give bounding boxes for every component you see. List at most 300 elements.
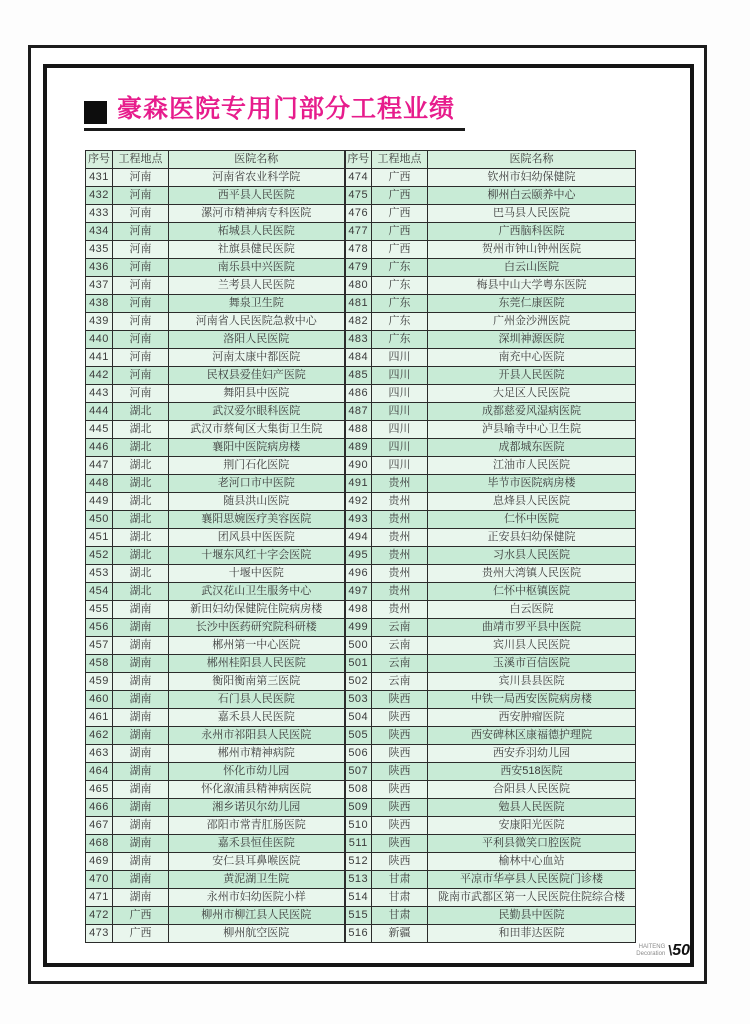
table-row <box>86 925 636 943</box>
serial-cell-right: 487 <box>345 403 372 421</box>
hospital-cell-left: 湘乡诺贝尔幼儿园 <box>169 799 345 817</box>
serial-cell-right: 506 <box>345 745 372 763</box>
hospital-cell-right: 宾川县人民医院 <box>428 637 636 655</box>
serial-cell-left: 432 <box>86 187 113 205</box>
col-header-hospital-left: 医院名称 <box>169 151 345 169</box>
table-row <box>86 565 636 583</box>
location-cell-right: 广东 <box>372 331 428 349</box>
hospital-cell-left: 漯河市精神病专科医院 <box>169 205 345 223</box>
serial-cell-right: 494 <box>345 529 372 547</box>
table-row <box>86 475 636 493</box>
serial-cell-left: 435 <box>86 241 113 259</box>
serial-cell-right: 499 <box>345 619 372 637</box>
location-cell-right: 陕西 <box>372 853 428 871</box>
location-cell-right: 云南 <box>372 673 428 691</box>
hospital-cell-right: 梅县中山大学粤东医院 <box>428 277 636 295</box>
location-cell-left: 湖南 <box>113 799 169 817</box>
location-cell-right: 四川 <box>372 385 428 403</box>
hospital-cell-right: 柳州白云颐养中心 <box>428 187 636 205</box>
table-row <box>86 781 636 799</box>
project-performance-table <box>85 150 636 943</box>
location-cell-right: 贵州 <box>372 511 428 529</box>
hospital-cell-right: 习水县人民医院 <box>428 547 636 565</box>
hospital-cell-left: 嘉禾县人民医院 <box>169 709 345 727</box>
serial-cell-right: 481 <box>345 295 372 313</box>
serial-cell-right: 480 <box>345 277 372 295</box>
brand-slash-mark: \ <box>668 942 673 958</box>
location-cell-left: 湖南 <box>113 853 169 871</box>
serial-cell-left: 468 <box>86 835 113 853</box>
location-cell-left: 湖南 <box>113 781 169 799</box>
hospital-cell-right: 南充中心医院 <box>428 349 636 367</box>
table-row <box>86 547 636 565</box>
serial-cell-left: 434 <box>86 223 113 241</box>
location-cell-left: 湖南 <box>113 871 169 889</box>
hospital-cell-left: 郴州第一中心医院 <box>169 637 345 655</box>
location-cell-right: 甘肃 <box>372 889 428 907</box>
location-cell-right: 贵州 <box>372 475 428 493</box>
hospital-cell-right: 息烽县人民医院 <box>428 493 636 511</box>
serial-cell-right: 484 <box>345 349 372 367</box>
hospital-cell-left: 怀化市幼儿园 <box>169 763 345 781</box>
table-row <box>86 853 636 871</box>
table-row <box>86 871 636 889</box>
location-cell-right: 四川 <box>372 403 428 421</box>
hospital-cell-right: 仁怀中枢镇医院 <box>428 583 636 601</box>
hospital-cell-right: 成都城东医院 <box>428 439 636 457</box>
serial-cell-right: 488 <box>345 421 372 439</box>
location-cell-left: 湖北 <box>113 529 169 547</box>
hospital-cell-left: 新田妇幼保健院住院病房楼 <box>169 601 345 619</box>
location-cell-left: 湖南 <box>113 817 169 835</box>
location-cell-right: 新疆 <box>372 925 428 943</box>
table-row <box>86 349 636 367</box>
hospital-cell-left: 武汉花山卫生服务中心 <box>169 583 345 601</box>
hospital-cell-left: 嘉禾县恒佳医院 <box>169 835 345 853</box>
table-row <box>86 277 636 295</box>
hospital-cell-right: 安康阳光医院 <box>428 817 636 835</box>
hospital-cell-left: 衡阳衡南第三医院 <box>169 673 345 691</box>
hospital-cell-right: 宾川县县医院 <box>428 673 636 691</box>
serial-cell-right: 479 <box>345 259 372 277</box>
location-cell-left: 湖北 <box>113 439 169 457</box>
serial-cell-right: 498 <box>345 601 372 619</box>
hospital-cell-right: 白云山医院 <box>428 259 636 277</box>
hospital-cell-right: 民勤县中医院 <box>428 907 636 925</box>
hospital-cell-left: 怀化溆浦县精神病医院 <box>169 781 345 799</box>
location-cell-left: 河南 <box>113 169 169 187</box>
hospital-cell-right: 泸县喻寺中心卫生院 <box>428 421 636 439</box>
location-cell-right: 云南 <box>372 655 428 673</box>
hospital-cell-left: 西平县人民医院 <box>169 187 345 205</box>
hospital-cell-left: 河南省农业科学院 <box>169 169 345 187</box>
page-footer <box>560 942 690 960</box>
hospital-cell-left: 十堰东风红十字会医院 <box>169 547 345 565</box>
hospital-cell-right: 榆林中心血站 <box>428 853 636 871</box>
location-cell-right: 广东 <box>372 295 428 313</box>
hospital-cell-left: 郴州桂阳县人民医院 <box>169 655 345 673</box>
serial-cell-left: 463 <box>86 745 113 763</box>
hospital-cell-left: 社旗县健民医院 <box>169 241 345 259</box>
serial-cell-left: 452 <box>86 547 113 565</box>
col-header-location-left: 工程地点 <box>113 151 169 169</box>
location-cell-left: 湖南 <box>113 619 169 637</box>
table-row <box>86 529 636 547</box>
page-title-block <box>84 96 465 131</box>
hospital-cell-left: 老河口市中医院 <box>169 475 345 493</box>
col-header-serial-right: 序号 <box>345 151 372 169</box>
location-cell-left: 湖北 <box>113 403 169 421</box>
location-cell-right: 四川 <box>372 439 428 457</box>
serial-cell-right: 485 <box>345 367 372 385</box>
location-cell-right: 贵州 <box>372 565 428 583</box>
brand-line2: Decoration <box>636 951 666 957</box>
table-row <box>86 313 636 331</box>
hospital-cell-left: 河南省人民医院急救中心 <box>169 313 345 331</box>
location-cell-right: 甘肃 <box>372 907 428 925</box>
table-row <box>86 385 636 403</box>
location-cell-left: 湖南 <box>113 763 169 781</box>
hospital-cell-right: 陇南市武都区第一人民医院住院综合楼 <box>428 889 636 907</box>
location-cell-left: 湖北 <box>113 493 169 511</box>
serial-cell-left: 448 <box>86 475 113 493</box>
hospital-cell-left: 邵阳市常青肛肠医院 <box>169 817 345 835</box>
location-cell-left: 河南 <box>113 187 169 205</box>
serial-cell-left: 472 <box>86 907 113 925</box>
serial-cell-left: 457 <box>86 637 113 655</box>
location-cell-right: 四川 <box>372 367 428 385</box>
table-row <box>86 637 636 655</box>
table-row <box>86 709 636 727</box>
table-row <box>86 835 636 853</box>
serial-cell-right: 514 <box>345 889 372 907</box>
location-cell-right: 贵州 <box>372 583 428 601</box>
table-header-row <box>86 151 636 169</box>
hospital-cell-right: 东莞仁康医院 <box>428 295 636 313</box>
serial-cell-left: 445 <box>86 421 113 439</box>
location-cell-right: 广西 <box>372 205 428 223</box>
location-cell-right: 广西 <box>372 223 428 241</box>
table-row <box>86 601 636 619</box>
location-cell-left: 湖南 <box>113 835 169 853</box>
hospital-cell-right: 合阳县人民医院 <box>428 781 636 799</box>
location-cell-left: 河南 <box>113 295 169 313</box>
table-row <box>86 745 636 763</box>
serial-cell-left: 464 <box>86 763 113 781</box>
location-cell-right: 陕西 <box>372 763 428 781</box>
location-cell-right: 广东 <box>372 259 428 277</box>
serial-cell-left: 444 <box>86 403 113 421</box>
table-row <box>86 673 636 691</box>
serial-cell-left: 454 <box>86 583 113 601</box>
serial-cell-left: 433 <box>86 205 113 223</box>
location-cell-right: 四川 <box>372 457 428 475</box>
serial-cell-left: 459 <box>86 673 113 691</box>
serial-cell-right: 492 <box>345 493 372 511</box>
serial-cell-right: 489 <box>345 439 372 457</box>
location-cell-left: 河南 <box>113 385 169 403</box>
table-row <box>86 421 636 439</box>
hospital-cell-left: 柘城县人民医院 <box>169 223 345 241</box>
table-row <box>86 691 636 709</box>
hospital-cell-right: 玉溪市百信医院 <box>428 655 636 673</box>
serial-cell-left: 437 <box>86 277 113 295</box>
hospital-cell-left: 南乐县中兴医院 <box>169 259 345 277</box>
location-cell-right: 贵州 <box>372 601 428 619</box>
serial-cell-right: 477 <box>345 223 372 241</box>
hospital-cell-right: 中铁一局西安医院病房楼 <box>428 691 636 709</box>
location-cell-left: 河南 <box>113 367 169 385</box>
hospital-cell-left: 荆门石化医院 <box>169 457 345 475</box>
location-cell-left: 河南 <box>113 223 169 241</box>
hospital-cell-left: 随县洪山医院 <box>169 493 345 511</box>
hospital-cell-right: 贺州市钟山钟州医院 <box>428 241 636 259</box>
hospital-cell-right: 开县人民医院 <box>428 367 636 385</box>
serial-cell-left: 469 <box>86 853 113 871</box>
location-cell-right: 广西 <box>372 169 428 187</box>
hospital-cell-left: 武汉爱尔眼科医院 <box>169 403 345 421</box>
location-cell-right: 四川 <box>372 421 428 439</box>
location-cell-right: 贵州 <box>372 547 428 565</box>
serial-cell-left: 465 <box>86 781 113 799</box>
serial-cell-right: 486 <box>345 385 372 403</box>
hospital-cell-left: 石门县人民医院 <box>169 691 345 709</box>
hospital-cell-left: 柳州航空医院 <box>169 925 345 943</box>
location-cell-right: 云南 <box>372 619 428 637</box>
hospital-cell-right: 曲靖市罗平县中医院 <box>428 619 636 637</box>
location-cell-left: 湖北 <box>113 457 169 475</box>
table-row <box>86 619 636 637</box>
hospital-cell-right: 西安518医院 <box>428 763 636 781</box>
hospital-cell-left: 民权县爱佳妇产医院 <box>169 367 345 385</box>
location-cell-right: 陕西 <box>372 799 428 817</box>
serial-cell-left: 438 <box>86 295 113 313</box>
serial-cell-right: 490 <box>345 457 372 475</box>
table-row <box>86 583 636 601</box>
hospital-cell-right: 巴马县人民医院 <box>428 205 636 223</box>
serial-cell-left: 451 <box>86 529 113 547</box>
location-cell-right: 广西 <box>372 241 428 259</box>
serial-cell-right: 478 <box>345 241 372 259</box>
location-cell-right: 甘肃 <box>372 871 428 889</box>
serial-cell-left: 436 <box>86 259 113 277</box>
hospital-cell-right: 平利县微笑口腔医院 <box>428 835 636 853</box>
hospital-cell-right: 广州金沙洲医院 <box>428 313 636 331</box>
title-bullet-square-icon <box>84 101 107 124</box>
hospital-cell-right: 西安碑林区康福德护理院 <box>428 727 636 745</box>
serial-cell-left: 461 <box>86 709 113 727</box>
table-row <box>86 763 636 781</box>
hospital-cell-right: 大足区人民医院 <box>428 385 636 403</box>
serial-cell-left: 473 <box>86 925 113 943</box>
hospital-cell-left: 襄阳中医院病房楼 <box>169 439 345 457</box>
serial-cell-left: 458 <box>86 655 113 673</box>
location-cell-left: 河南 <box>113 313 169 331</box>
location-cell-left: 湖南 <box>113 601 169 619</box>
location-cell-left: 湖南 <box>113 745 169 763</box>
serial-cell-left: 456 <box>86 619 113 637</box>
page-number: 50 <box>672 942 690 959</box>
location-cell-right: 陕西 <box>372 817 428 835</box>
serial-cell-right: 493 <box>345 511 372 529</box>
hospital-cell-left: 黄泥湖卫生院 <box>169 871 345 889</box>
hospital-cell-right: 西安乔羽幼儿园 <box>428 745 636 763</box>
serial-cell-right: 483 <box>345 331 372 349</box>
location-cell-left: 湖北 <box>113 511 169 529</box>
serial-cell-left: 455 <box>86 601 113 619</box>
hospital-cell-right: 贵州大湾镇人民医院 <box>428 565 636 583</box>
hospital-cell-right: 西安肿瘤医院 <box>428 709 636 727</box>
location-cell-left: 河南 <box>113 241 169 259</box>
hospital-cell-right: 正安县妇幼保健院 <box>428 529 636 547</box>
location-cell-left: 湖北 <box>113 475 169 493</box>
serial-cell-left: 453 <box>86 565 113 583</box>
location-cell-left: 湖南 <box>113 727 169 745</box>
hospital-cell-right: 广西脑科医院 <box>428 223 636 241</box>
hospital-cell-right: 白云医院 <box>428 601 636 619</box>
serial-cell-right: 501 <box>345 655 372 673</box>
serial-cell-left: 471 <box>86 889 113 907</box>
brand-line1: HAITENG <box>638 943 666 950</box>
serial-cell-right: 496 <box>345 565 372 583</box>
serial-cell-right: 516 <box>345 925 372 943</box>
serial-cell-left: 439 <box>86 313 113 331</box>
serial-cell-right: 508 <box>345 781 372 799</box>
location-cell-right: 陕西 <box>372 691 428 709</box>
serial-cell-right: 495 <box>345 547 372 565</box>
location-cell-right: 广东 <box>372 277 428 295</box>
location-cell-right: 广东 <box>372 313 428 331</box>
hospital-cell-right: 勉县人民医院 <box>428 799 636 817</box>
serial-cell-right: 502 <box>345 673 372 691</box>
hospital-cell-right: 平凉市华亭县人民医院门诊楼 <box>428 871 636 889</box>
table-row <box>86 457 636 475</box>
serial-cell-right: 513 <box>345 871 372 889</box>
location-cell-left: 湖南 <box>113 691 169 709</box>
table-row <box>86 205 636 223</box>
serial-cell-left: 449 <box>86 493 113 511</box>
table-row <box>86 493 636 511</box>
col-header-serial-left: 序号 <box>86 151 113 169</box>
col-header-location-right: 工程地点 <box>372 151 428 169</box>
serial-cell-right: 497 <box>345 583 372 601</box>
table-row <box>86 727 636 745</box>
hospital-cell-left: 永州市祁阳县人民医院 <box>169 727 345 745</box>
hospital-cell-right: 仁怀中医院 <box>428 511 636 529</box>
location-cell-left: 湖南 <box>113 673 169 691</box>
table-row <box>86 817 636 835</box>
hospital-cell-right: 毕节市医院病房楼 <box>428 475 636 493</box>
serial-cell-right: 511 <box>345 835 372 853</box>
location-cell-left: 河南 <box>113 277 169 295</box>
location-cell-right: 陕西 <box>372 835 428 853</box>
hospital-cell-left: 安仁县耳鼻喉医院 <box>169 853 345 871</box>
serial-cell-right: 510 <box>345 817 372 835</box>
serial-cell-left: 442 <box>86 367 113 385</box>
hospital-cell-left: 舞泉卫生院 <box>169 295 345 313</box>
location-cell-right: 陕西 <box>372 727 428 745</box>
hospital-cell-right: 深圳神源医院 <box>428 331 636 349</box>
location-cell-right: 贵州 <box>372 529 428 547</box>
serial-cell-left: 446 <box>86 439 113 457</box>
hospital-cell-left: 河南太康中都医院 <box>169 349 345 367</box>
location-cell-left: 湖南 <box>113 655 169 673</box>
table-row <box>86 655 636 673</box>
hospital-cell-left: 武汉市蔡甸区大集街卫生院 <box>169 421 345 439</box>
serial-cell-right: 491 <box>345 475 372 493</box>
hospital-cell-right: 成都慈爱风湿病医院 <box>428 403 636 421</box>
hospital-cell-right: 和田菲达医院 <box>428 925 636 943</box>
hospital-cell-left: 十堰中医院 <box>169 565 345 583</box>
table-row <box>86 907 636 925</box>
location-cell-left: 湖南 <box>113 709 169 727</box>
serial-cell-left: 467 <box>86 817 113 835</box>
table-row <box>86 889 636 907</box>
serial-cell-right: 476 <box>345 205 372 223</box>
hospital-cell-left: 襄阳思婉医疗美容医院 <box>169 511 345 529</box>
serial-cell-left: 443 <box>86 385 113 403</box>
serial-cell-right: 482 <box>345 313 372 331</box>
location-cell-left: 湖北 <box>113 547 169 565</box>
serial-cell-left: 470 <box>86 871 113 889</box>
table-row <box>86 511 636 529</box>
serial-cell-right: 509 <box>345 799 372 817</box>
table-row <box>86 187 636 205</box>
location-cell-left: 广西 <box>113 907 169 925</box>
table-row <box>86 331 636 349</box>
location-cell-left: 河南 <box>113 259 169 277</box>
table-row <box>86 241 636 259</box>
serial-cell-right: 507 <box>345 763 372 781</box>
serial-cell-right: 505 <box>345 727 372 745</box>
serial-cell-right: 512 <box>345 853 372 871</box>
table-row <box>86 367 636 385</box>
hospital-cell-right: 钦州市妇幼保健院 <box>428 169 636 187</box>
location-cell-left: 湖南 <box>113 637 169 655</box>
serial-cell-right: 503 <box>345 691 372 709</box>
table-row <box>86 439 636 457</box>
serial-cell-right: 475 <box>345 187 372 205</box>
location-cell-left: 湖北 <box>113 421 169 439</box>
location-cell-right: 四川 <box>372 349 428 367</box>
location-cell-right: 陕西 <box>372 709 428 727</box>
table-row <box>86 295 636 313</box>
location-cell-left: 广西 <box>113 925 169 943</box>
page-title: 豪森医院专用门部分工程业绩 <box>117 95 456 123</box>
location-cell-right: 广西 <box>372 187 428 205</box>
hospital-cell-left: 永州市妇幼医院小样 <box>169 889 345 907</box>
hospital-cell-right: 江油市人民医院 <box>428 457 636 475</box>
location-cell-right: 陕西 <box>372 745 428 763</box>
location-cell-right: 陕西 <box>372 781 428 799</box>
serial-cell-left: 440 <box>86 331 113 349</box>
serial-cell-left: 447 <box>86 457 113 475</box>
location-cell-right: 云南 <box>372 637 428 655</box>
serial-cell-right: 504 <box>345 709 372 727</box>
hospital-cell-left: 洛阳人民医院 <box>169 331 345 349</box>
location-cell-left: 河南 <box>113 331 169 349</box>
table-row <box>86 223 636 241</box>
table-row <box>86 259 636 277</box>
hospital-cell-left: 柳州市柳江县人民医院 <box>169 907 345 925</box>
table-row <box>86 403 636 421</box>
serial-cell-left: 450 <box>86 511 113 529</box>
table-row <box>86 799 636 817</box>
location-cell-left: 湖北 <box>113 565 169 583</box>
col-header-hospital-right: 医院名称 <box>428 151 636 169</box>
serial-cell-left: 431 <box>86 169 113 187</box>
serial-cell-right: 474 <box>345 169 372 187</box>
